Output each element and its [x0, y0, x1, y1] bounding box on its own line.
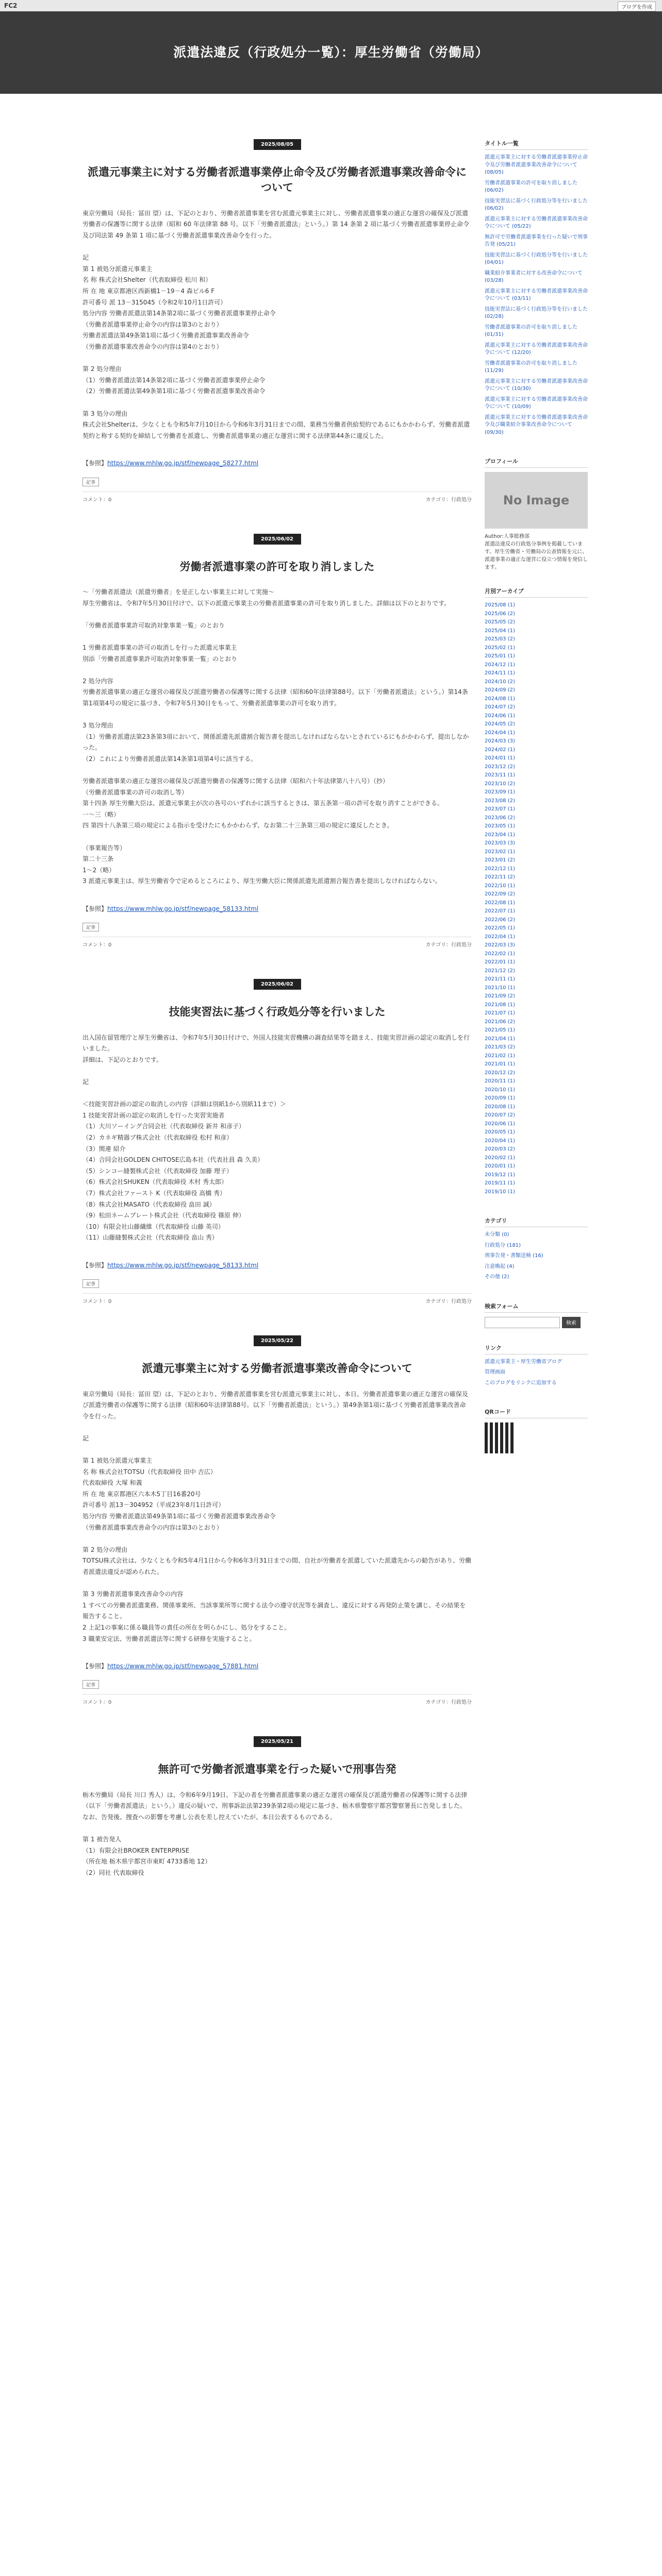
- archive-list-item[interactable]: 2023/04 (1): [485, 832, 515, 838]
- archive-list-item[interactable]: 2020/10 (1): [485, 1087, 515, 1093]
- archive-list-item[interactable]: 2019/11 (1): [485, 1180, 515, 1186]
- archive-list-item[interactable]: 2025/04 (1): [485, 628, 515, 634]
- archive-list-item[interactable]: 2020/11 (1): [485, 1078, 515, 1084]
- archive-list-item[interactable]: 2022/06 (2): [485, 917, 515, 923]
- title-list-item[interactable]: 派遣元事業主に対する労働者派遣事業改善命令について (05/22): [485, 216, 588, 229]
- archive-list-item[interactable]: 2022/10 (1): [485, 883, 515, 889]
- archive-list-item[interactable]: 2020/07 (2): [485, 1112, 515, 1118]
- archive-list-item[interactable]: 2021/10 (1): [485, 985, 515, 991]
- archive-list-item[interactable]: 2019/10 (1): [485, 1189, 515, 1195]
- category-heading: カテゴリ: [485, 1216, 588, 1227]
- article-source: [82, 892, 472, 914]
- profile-image: No Image: [485, 472, 588, 529]
- archive-list-item[interactable]: 2025/02 (1): [485, 645, 515, 651]
- archive-list-item[interactable]: 2021/01 (1): [485, 1061, 515, 1067]
- archive-list-item[interactable]: 2022/05 (1): [485, 925, 515, 931]
- article: [82, 139, 472, 503]
- article-category[interactable]: カテゴリ：行政処分: [425, 497, 472, 503]
- archive-list-item[interactable]: 2021/03 (2): [485, 1044, 515, 1050]
- archive-list-item[interactable]: 2023/03 (3): [485, 840, 515, 846]
- archive-list-item[interactable]: 2022/07 (1): [485, 908, 515, 914]
- article-date: 2025/05/21: [254, 1736, 301, 1747]
- archive-list-item[interactable]: 2024/12 (1): [485, 662, 515, 668]
- category-list: [485, 1231, 588, 1281]
- archive-heading: 月別アーカイブ: [485, 587, 588, 598]
- archive-list-item[interactable]: 2021/05 (1): [485, 1027, 515, 1033]
- article-date: 2025/06/02: [254, 979, 301, 990]
- archive-list-item[interactable]: 2023/12 (2): [485, 764, 515, 770]
- search-heading: 検索フォーム: [485, 1302, 588, 1313]
- archive-list-item[interactable]: 2022/12 (1): [485, 866, 515, 872]
- archive-list-item[interactable]: 2021/11 (1): [485, 976, 515, 982]
- archive-list-item[interactable]: 2024/08 (1): [485, 696, 515, 702]
- profile-text: Author:人事総務部 派遣法違反の行政処分事例を掲載しています。厚生労働省・労働局の公表情報を元に、派遣事業の適正な運営に役立つ情報を発信します。: [485, 534, 588, 570]
- archive-list-item[interactable]: 2024/02 (1): [485, 747, 515, 753]
- archive-list-item[interactable]: 2020/05 (1): [485, 1129, 515, 1135]
- archive-list-item[interactable]: 2023/02 (1): [485, 849, 515, 855]
- archive-list-item[interactable]: 2023/01 (2): [485, 857, 515, 863]
- archive-list-item[interactable]: 2024/04 (1): [485, 730, 515, 736]
- titles-heading: タイトル一覧: [485, 139, 588, 150]
- link-list-item[interactable]: 管理画面: [485, 1369, 505, 1375]
- archive-list-item[interactable]: 2021/04 (1): [485, 1036, 515, 1042]
- title-list-item[interactable]: 派遣元事業主に対する労働者派遣事業改善命令について (10/09): [485, 396, 588, 410]
- title-list-item[interactable]: 派遣元事業主に対する労働者派遣事業停止命令及び労働者派遣事業改善命令について (08/05): [485, 155, 588, 175]
- article-category[interactable]: カテゴリ：行政処分: [425, 942, 472, 948]
- source-label: 【参照】: [82, 1261, 108, 1269]
- source-label: 【参照】: [82, 1662, 108, 1670]
- qr-code: [485, 1422, 516, 1453]
- archive-list-item[interactable]: 2023/07 (1): [485, 806, 515, 812]
- article-tag[interactable]: 記事: [82, 923, 99, 931]
- title-list-item[interactable]: 技能実習法に基づく行政処分等を行いました (06/02): [485, 198, 588, 211]
- archive-list-item[interactable]: 2024/10 (2): [485, 679, 515, 685]
- article-title[interactable]: 労働者派遣事業の許可を取り消しました: [179, 560, 375, 573]
- archive-list-item[interactable]: 2025/03 (2): [485, 636, 515, 642]
- archive-list-item[interactable]: 2022/03 (3): [485, 942, 515, 948]
- archive-list-item[interactable]: 2022/11 (2): [485, 874, 515, 880]
- archive-list-item[interactable]: 2023/10 (2): [485, 781, 515, 787]
- title-list-item[interactable]: 労働者派遣事業の許可を取り消しました (06/02): [485, 180, 577, 193]
- archive-list-item[interactable]: 2020/04 (1): [485, 1138, 515, 1144]
- archive-list-item[interactable]: 2020/12 (2): [485, 1070, 515, 1076]
- article-date: 2025/08/05: [254, 139, 301, 150]
- article: [82, 979, 472, 1304]
- archive-list-item[interactable]: 2019/12 (1): [485, 1172, 515, 1178]
- article-date: 2025/06/02: [254, 534, 301, 545]
- archive-list-item[interactable]: 2023/06 (2): [485, 815, 515, 821]
- article: [82, 534, 472, 948]
- article-category[interactable]: カテゴリ：行政処分: [425, 1700, 472, 1706]
- archive-list-item[interactable]: 2021/06 (2): [485, 1019, 515, 1025]
- article-source: [82, 447, 472, 469]
- archive-list-item[interactable]: 2023/11 (1): [485, 772, 515, 778]
- archive-list-item[interactable]: 2022/02 (1): [485, 951, 515, 957]
- blog-header: [0, 11, 662, 94]
- article-tag[interactable]: 記事: [82, 1680, 99, 1689]
- title-list-item[interactable]: 派遣元事業主に対する労働者派遣事業改善命令について (12/20): [485, 342, 588, 355]
- archive-list-item[interactable]: 2024/09 (2): [485, 687, 515, 693]
- link-list-item[interactable]: このブログをリンクに追加する: [485, 1380, 557, 1386]
- archive-list-item[interactable]: 2020/02 (1): [485, 1155, 515, 1161]
- article-tag[interactable]: 記事: [82, 478, 99, 486]
- archive-list-item[interactable]: 2025/08 (1): [485, 602, 515, 608]
- source-label: 【参照】: [82, 905, 108, 912]
- title-list-item[interactable]: 技能実習法に基づく行政処分等を行いました (04/01): [485, 252, 588, 265]
- category-list-item[interactable]: その他 (2): [485, 1274, 509, 1280]
- archive-list-item[interactable]: 2024/03 (3): [485, 738, 515, 744]
- archive-list-item[interactable]: 2022/09 (2): [485, 891, 515, 897]
- category-list-item[interactable]: 刑事告発・書類送検 (16): [485, 1253, 543, 1259]
- category-list-item[interactable]: 未分類 (0): [485, 1232, 509, 1238]
- article-title[interactable]: 技能実習法に基づく行政処分等を行いました: [169, 1006, 386, 1019]
- title-list-item[interactable]: 派遣元事業主に対する労働者派遣事業改善命令について (03/11): [485, 288, 588, 301]
- title-list-item[interactable]: 無許可で労働者派遣事業を行った疑いで刑事告発 (05/21): [485, 234, 588, 247]
- category-list-item[interactable]: 注意喚起 (4): [485, 1263, 515, 1269]
- article-title[interactable]: 派遣元事業主に対する労働者派遣事業停止命令及び労働者派遣事業改善命令について: [88, 166, 467, 194]
- archive-list-item[interactable]: 2024/07 (2): [485, 704, 515, 710]
- article-source: [82, 1249, 472, 1271]
- archive-list-item[interactable]: 2020/09 (1): [485, 1095, 515, 1101]
- link-list: [485, 1359, 588, 1387]
- search-button[interactable]: 検索: [562, 1317, 581, 1328]
- archive-list-item[interactable]: 2023/08 (2): [485, 798, 515, 804]
- article-footer: [82, 1694, 472, 1705]
- search-input[interactable]: [485, 1317, 560, 1328]
- archive-list-item[interactable]: 2025/06 (2): [485, 611, 515, 617]
- archive-list-item[interactable]: 2024/05 (2): [485, 721, 515, 727]
- top-bar: [0, 0, 662, 12]
- archive-list-item[interactable]: 2021/09 (2): [485, 993, 515, 999]
- fc2-logo[interactable]: FC2: [4, 2, 18, 9]
- comment-count[interactable]: コメント：0: [82, 942, 112, 948]
- archive-list-item[interactable]: 2022/08 (1): [485, 900, 515, 906]
- archive-list-item[interactable]: 2020/03 (2): [485, 1146, 515, 1152]
- profile-heading: プロフィール: [485, 457, 588, 468]
- archive-list-item[interactable]: 2021/02 (1): [485, 1053, 515, 1059]
- title-list-item[interactable]: 労働者派遣事業の許可を取り消しました (11/29): [485, 360, 577, 374]
- archive-list-item[interactable]: 2024/06 (1): [485, 713, 515, 719]
- article-footer: [82, 937, 472, 948]
- title-list-item[interactable]: 派遣元事業主に対する労働者派遣事業改善命令及び職業紹介事業改善命令について (09/30): [485, 414, 588, 435]
- archive-list: [485, 602, 588, 1196]
- article-category[interactable]: カテゴリ：行政処分: [425, 1299, 472, 1305]
- source-link[interactable]: https://www.mhlw.go.jp/stf/newpage_58133.html: [107, 905, 259, 912]
- qr-heading: QRコード: [485, 1408, 588, 1418]
- search-form: [485, 1317, 588, 1328]
- blog-title[interactable]: 派遣法違反（行政処分一覧）：厚生労働省（労働局）: [173, 45, 489, 60]
- archive-list-item[interactable]: 2024/11 (1): [485, 670, 515, 676]
- archive-list-item[interactable]: 2023/09 (1): [485, 789, 515, 795]
- article-title[interactable]: 派遣元事業主に対する労働者派遣事業改善命令について: [142, 1362, 412, 1375]
- link-heading: リンク: [485, 1344, 588, 1354]
- archive-list-item[interactable]: 2020/01 (1): [485, 1163, 515, 1169]
- article-body: 東京労働局（局長：冨田 望）は、下記のとおり、労働者派遣事業を営む派遣元事業主に対し、労働者派遣事業の適正な運営の確保及び派遣労働者の保護等に関する法律（昭和 60 年法律第 88 号。以下「労働者派遣法」という。）第 14 条第 2 項に基づく労働者派遣事業停止命令及び同法第 49 条第 1 項に基づく労働者派遣事業改善命令を行った。 記 第 1 被処分派遣元事業主 名 称 株式会社Shelter（代表取締役 松川 和） 所 在 地 東京都港区西新橋1－19－4 森ビル6 F 許可番号 派 13－315045（令和2年10月1日許可） 処分内容 労働者派遣法第14条第2項に基づく労働者派遣事業停止命令 （労働者派遣事業停止命令の内容は第3のとおり） 労働者派遣法第49条第1項に基づく労働者派遣事業改善命令 （労働者派遣事業改善命令の内容は第4のとおり） 第 2 処分理由 （1）労働者派遣法第14条第2項に基づく労働者派遣事業停止命令 （2）労働者派遣法第49条第1項に基づく労働者派遣事業改善命令 第 3 処分の理由 株式会社Shelterは、少なくとも令和5年7月10日から令和6年3月31日までの間、業務当労働者供給契約であるにもかかわらず、労働者派遣契約と称する契約を締結して労働者を派遣し、労働者派遣事業の適正な運営に関する法律第44条に違反した。: [82, 209, 470, 439]
- archive-list-item[interactable]: 2020/06 (1): [485, 1121, 515, 1127]
- article-body: 栃木労働局（局長 川口 秀人）は、令和6年9月19日、下記の者を労働者派遣事業の適正な運営の確保及び派遣労働者の保護等に関する法律（以下「労働者派遣法」という。）違反の疑いで、刑事訴訟法第239条第2項の規定に基づき、栃木県警察宇都宮警察署長に告発しました。 なお、告発後、捜査への影響を考慮し公表を差し控えていたが、本日公表するものである。 第 1 被告発人 （1）有限会社BROKER ENTERPRISE （所在地 栃木県宇都宮市東町 4733番地 12） （2）同社 代表取締役: [82, 1791, 468, 1876]
- article-tag[interactable]: 記事: [82, 1279, 99, 1288]
- category-list-item[interactable]: 行政処分 (181): [485, 1242, 521, 1248]
- article-body: 〜「労働者派遣法（派遣労働者」を是正しない事業主に対して実施〜 厚生労働省は、令和7年5月30日付けで、以下の派遣元事業主の労働者派遣事業の許可を取り消しました。詳細は以下のとおりです。 「労働者派遣事業許可取消対象事業一覧」のとおり 1 労働者派遣事業の許可の取消しを行った派遣元事業主 別添「労働者派遣事業許可取消対象事業一覧」のとおり 2 処分内容 労働者派遣事業の適正な運営の確保及び派遣労働者の保護等に関する法律（昭和60年法律第88号。以下「労働者派遣法」という。）第14条第1項第4号の規定に基づき、令和7年5月30日をもって、労働者派遣事業の許可を取り消す。 3 処分理由 （1）労働者派遣法第23条第3項において、関係派遣先派遣割合報告書を提出しなければならないとされているにもかかわらず、提出しなかった。 （2）これにより労働者派遣法第14条第1項第4号に該当する。 労働者派遣事業の適正な運営の確保及び派遣労働者の保護等に関する法律（昭和六十年法律第八十八号）（抄） （労働者派遣事業の許可の取消し等） 第十四条 厚生労働大臣は、派遣元事業主が次の各号のいずれかに該当するときは、第五条第一項の許可を取り消すことができる。 一〜三（略） 四 第四十八条第三項の規定による指示を受けたにもかかわらず、なお第二十三条第三項の規定に違反したとき。 （事業報告等） 第二十三条 1〜2（略） 3 派遣元事業主は、厚生労働省令で定めるところにより、厚生労働大臣に関係派遣先派遣割合報告書を提出しなければならない。: [82, 588, 469, 885]
- archive-list-item[interactable]: 2025/05 (2): [485, 619, 515, 625]
- comment-count[interactable]: コメント：0: [82, 497, 112, 503]
- source-label: 【参照】: [82, 459, 108, 467]
- archive-list-item[interactable]: 2024/01 (1): [485, 755, 515, 761]
- article: [82, 1736, 472, 1878]
- main-content: [82, 139, 472, 1910]
- title-list-item[interactable]: 労働者派遣事業の許可を取り消しました (01/31): [485, 324, 577, 337]
- archive-list-item[interactable]: 2025/01 (1): [485, 653, 515, 659]
- source-link[interactable]: https://www.mhlw.go.jp/stf/newpage_58277.html: [107, 459, 259, 467]
- article-body: 出入国在留管理庁と厚生労働省は、令和7年5月30日付けで、外国人技能実習機構の調査結果等を踏まえ、技能実習計画の認定の取消しを行いました。 詳細は、下記のとおりです。 記 ＜技能実習計画の認定の取消しの内容（詳細は別紙1から別紙11まで）＞ 1 技能実習計画の認定の取消しを行った実習実施者 （1）大川ソーイング合同会社（代表取締役 新井 和彦子） （2）カネギ精器ブ株式会社（代表取締役 松村 和彦） （3）関連 紹介 （4）合同会社GOLDEN CHITOSE広島本社（代表社員 森 久美） （5）シンコー縫製株式会社（代表取締役 加藤 理子） （6）株式会社SHUKEN（代表取締役 木村 秀太郎） （7）株式会社ファースト K（代表取締役 高橋 秀） （8）株式会社MASATO（代表取締役 畠田 誠） （9）松田ネームプレート株式会社（代表取締役 篠原 伸） （10）有限会社山藤繊維（代表取締役 山藤 英司） （11）山藤縫製株式会社（代表取締役 畠山 秀）: [82, 1033, 470, 1242]
- archive-list-item[interactable]: 2021/08 (1): [485, 1002, 515, 1008]
- archive-list-item[interactable]: 2021/12 (2): [485, 968, 515, 974]
- archive-list-item[interactable]: 2020/08 (1): [485, 1104, 515, 1110]
- comment-count[interactable]: コメント：0: [82, 1299, 112, 1305]
- sidebar: [485, 139, 588, 1453]
- title-list-item[interactable]: 派遣元事業主に対する労働者派遣事業改善命令について (10/30): [485, 378, 588, 392]
- archive-list-item[interactable]: 2023/05 (1): [485, 823, 515, 829]
- article-footer: [82, 492, 472, 503]
- title-list: [485, 154, 588, 436]
- article-title[interactable]: 無許可で労働者派遣事業を行った疑いで刑事告発: [158, 1763, 396, 1776]
- article: [82, 1335, 472, 1705]
- article-source: [82, 1650, 472, 1672]
- article-date: 2025/05/22: [254, 1335, 301, 1346]
- article-footer: [82, 1293, 472, 1304]
- article-body: 東京労働局（局長：冨田 望）は、下記のとおり、労働者派遣事業を営む派遣元事業主に対し、本日、労働者派遣事業の適正な運営の確保及び派遣労働者の保護等に関する法律（昭和60年法律第88号。以下「労働者派遣法」という。）第49条第1項に基づく労働者派遣事業改善命令を行った。 記 第 1 被処分派遣元事業主 名 称 株式会社TOTSU（代表取締役 田中 吉広） 代表取締役 大塚 和義 所 在 地 東京都港区六本木5丁目16番20号 許可番号 派13－304952（平成23年8月1日許可） 処分内容 労働者派遣法第49条第1項に基づく労働者派遣事業改善命令 （労働者派遣事業改善命令の内容は第3のとおり） 第 2 処分の理由 TOTSU株式会社は、少なくとも令和5年4月1日から令和6年3月31日までの間、自社が労働者を派遣していた派遣先からの勧告があり、労働者派遣法違反が認められた。 第 3 労働者派遣事業改善命令の内容 1 すべての労働者派遣業務、関係事業所、当該事業所等に関する法令の遵守状況等を調査し、違反に対する再発防止策を講じ、その結果を報告すること。 2 上記1の事案に係る職員等の責任の所在を明らかにし、処分をすること。 3 職業安定法、労働者派遣法等に関する研修を実施すること。: [82, 1390, 471, 1642]
- comment-count[interactable]: コメント：0: [82, 1700, 112, 1706]
- archive-list-item[interactable]: 2022/01 (1): [485, 959, 515, 965]
- source-link[interactable]: https://www.mhlw.go.jp/stf/newpage_57881.html: [107, 1662, 259, 1670]
- create-blog-button[interactable]: ブログを作成: [618, 2, 656, 11]
- link-list-item[interactable]: 派遣元事業主・厚生労働省ブログ: [485, 1359, 562, 1365]
- archive-list-item[interactable]: 2022/04 (1): [485, 934, 515, 940]
- archive-list-item[interactable]: 2021/07 (1): [485, 1010, 515, 1016]
- title-list-item[interactable]: 職業紹介事業者に対する改善命令について (03/28): [485, 270, 583, 283]
- source-link[interactable]: https://www.mhlw.go.jp/stf/newpage_58133.html: [107, 1261, 259, 1269]
- title-list-item[interactable]: 技能実習法に基づく行政処分等を行いました (02/28): [485, 306, 588, 319]
